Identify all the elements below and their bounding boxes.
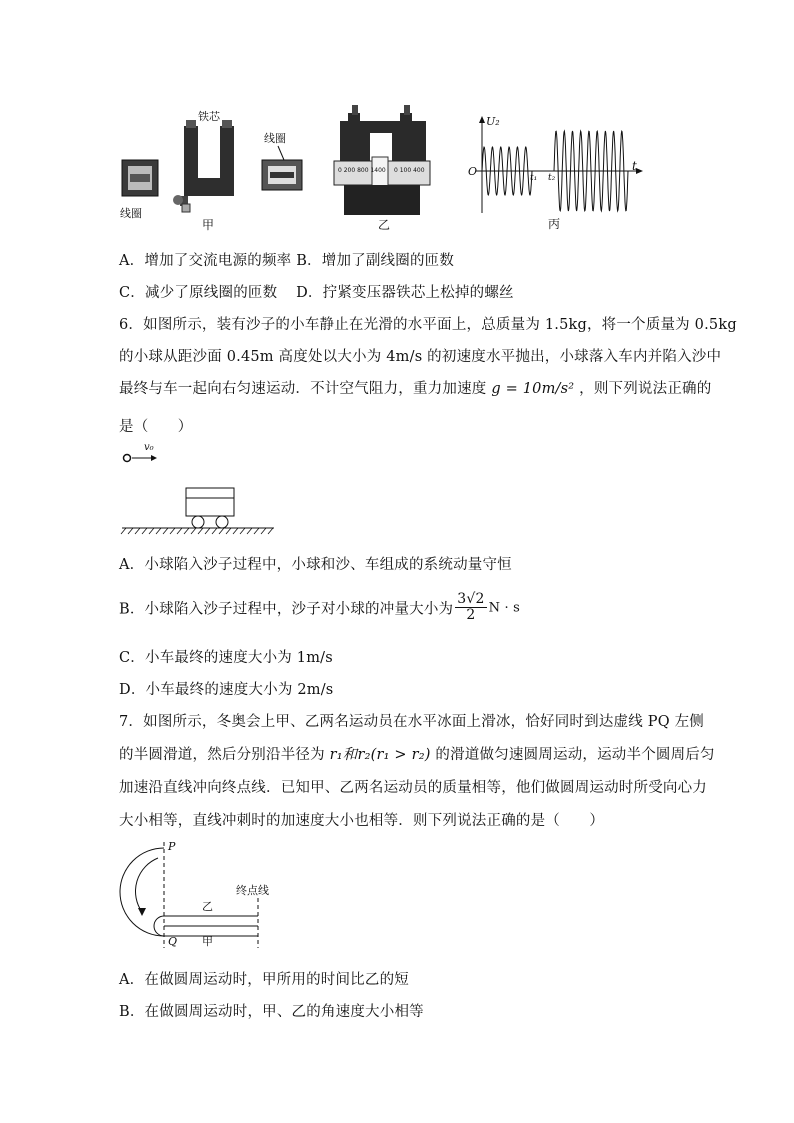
q7-option-b: B．在做圆周运动时，甲、乙的角速度大小相等 — [119, 1004, 424, 1020]
q5-option-d: D．拧紧变压器铁芯上松掉的螺丝 — [296, 285, 514, 301]
caption-bing: 丙 — [548, 217, 561, 231]
scale-left: 0 200 800 1400 — [338, 167, 386, 174]
q6-stem-line3: 最终与车一起向右匀速运动．不计空气阻力，重力加速度 g = 10m/s² ，则下列说法正确的 — [119, 381, 712, 397]
q6-option-c: C．小车最终的速度大小为 1m/s — [119, 650, 333, 666]
q5-options-row1 — [119, 249, 454, 270]
impulse-fraction: $\frac{3√2}{2}$ — [457, 591, 485, 624]
track-label-jia: 甲 — [202, 935, 213, 948]
v0-label: v₀ — [144, 442, 154, 453]
q7-stem-line4: 大小相等，直线冲刺时的加速度大小也相等．则下列说法正确的是（ ） — [119, 813, 605, 829]
y-axis-label: U₂ — [486, 115, 500, 128]
figure-jia — [118, 108, 248, 233]
label-coil-right: 线圈 — [264, 132, 286, 145]
q6-option-d: D．小车最终的速度大小为 2m/s — [119, 682, 334, 698]
q6-option-b: B．小球陷入沙子过程中，沙子对小球的冲量大小为 $\frac{3√2}{2}$ N · s — [119, 591, 521, 624]
q6-stem-line1: 6．如图所示，装有沙子的小车静止在光滑的水平面上，总质量为 1.5kg，将一个质量为 0.5kg — [119, 317, 737, 333]
figure-cart — [118, 440, 278, 535]
q5-options-row2 — [119, 281, 514, 302]
t2-label: t₂ — [548, 173, 556, 183]
q6-option-a: A．小球陷入沙子过程中，小球和沙、车组成的系统动量守恒 — [119, 557, 512, 573]
figure-bing — [468, 115, 648, 233]
track-label-yi: 乙 — [202, 900, 213, 913]
caption-yi: 乙 — [378, 218, 391, 232]
q7-stem-line2: 的半圆滑道，然后分别沿半径为 r₁和r₂(r₁ > r₂) 的滑道做匀速圆周运动，运动半个圆周后匀 — [119, 747, 715, 763]
point-q-label: Q — [168, 935, 178, 948]
q7-stem-line3: 加速沿直线冲向终点线．已知甲、乙两名运动员的质量相等，他们做圆周运动时所受向心力 — [119, 780, 707, 796]
q7-stem-line1: 7．如图所示，冬奥会上甲、乙两名运动员在水平冰面上滑冰，恰好同时到达虚线 PQ 左侧 — [119, 714, 704, 730]
figure-track — [118, 838, 278, 953]
q7-option-a: A．在做圆周运动时，甲所用的时间比乙的短 — [119, 972, 409, 988]
finish-line-label: 终点线 — [236, 884, 269, 897]
gravity-formula: g = 10m/s² — [491, 381, 575, 397]
radius-relation: r₁和r₂(r₁ > r₂) — [329, 747, 431, 763]
label-coil-left: 线圈 — [120, 207, 142, 220]
caption-jia: 甲 — [202, 218, 215, 232]
label-core: 铁芯 — [198, 110, 220, 123]
scale-right: 0 100 400 — [394, 167, 425, 174]
figure-jia-coil-right — [258, 130, 308, 200]
figure-yi — [330, 103, 435, 233]
q5-option-c: C．减少了原线圈的匝数 — [119, 285, 278, 301]
point-p-label: P — [168, 840, 176, 853]
q5-option-b: B．增加了副线圈的匝数 — [296, 253, 455, 269]
t1-label: t₁ — [530, 173, 538, 183]
waveform-plot — [468, 115, 648, 215]
q5-option-a: A．增加了交流电源的频率 — [119, 253, 292, 269]
q6-stem-line2: 的小球从距沙面 0.45m 高度处以大小为 4m/s 的初速度水平抛出，小球落入车内并陷入沙中 — [119, 349, 722, 365]
x-axis-label: t — [632, 159, 637, 173]
q6-stem-line4: 是（ ） — [119, 419, 193, 435]
origin-label: O — [468, 165, 478, 178]
